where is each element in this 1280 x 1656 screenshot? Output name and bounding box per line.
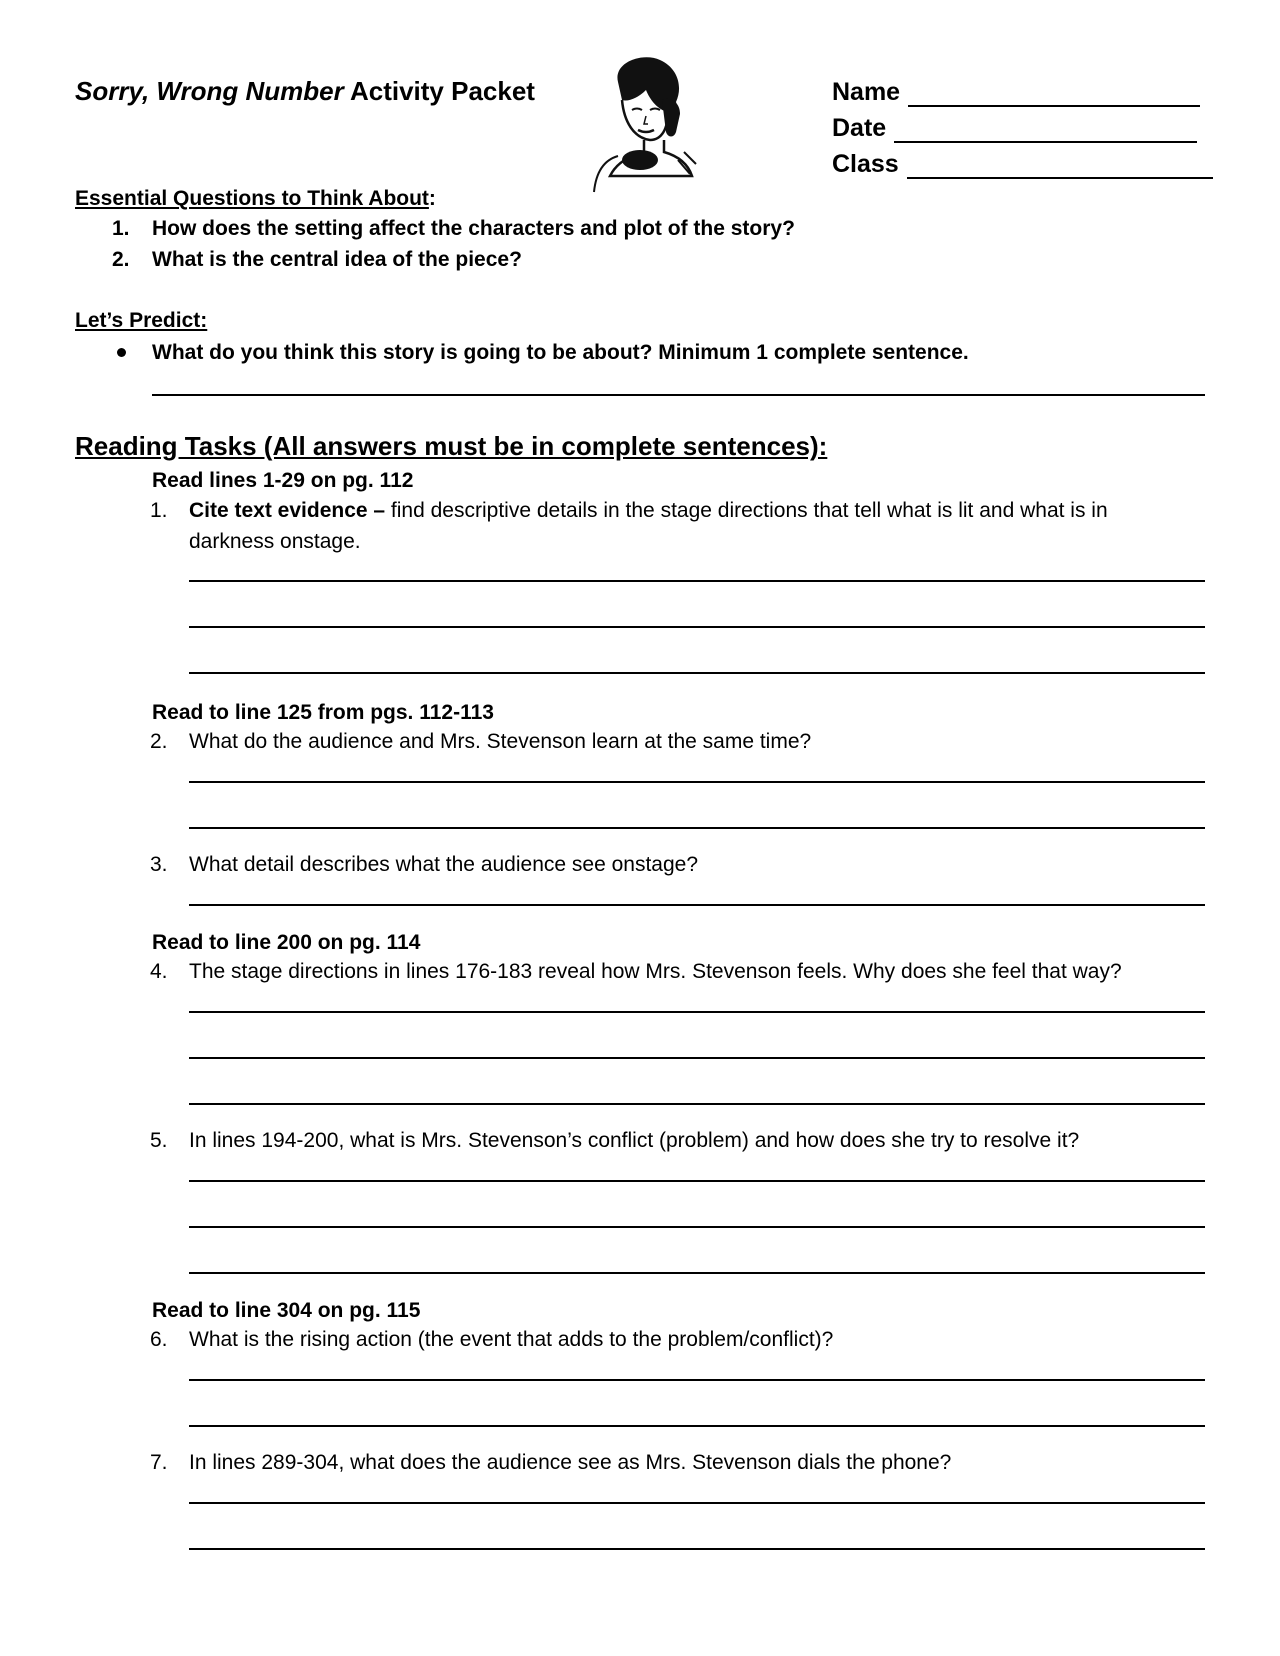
task-3-num: 3. — [150, 853, 168, 876]
task-6-text: What is the rising action (the event that adds to the problem/conflict)? — [189, 1328, 834, 1351]
essential-questions-heading — [75, 187, 436, 211]
essential-q1-num: 1. — [112, 217, 130, 240]
bullet-icon — [117, 348, 126, 357]
section-heading-3: Read to line 200 on pg. 114 — [152, 931, 421, 954]
predict-heading: Let’s Predict: — [75, 309, 208, 332]
name-field[interactable] — [832, 78, 1200, 107]
task-4-answer-line[interactable] — [189, 1103, 1205, 1105]
essential-q2-text: What is the central idea of the piece? — [152, 248, 522, 271]
name-input-line[interactable] — [908, 83, 1200, 107]
task-1-answer-line[interactable] — [189, 672, 1205, 674]
class-field[interactable] — [832, 150, 1213, 179]
task-1-answer-line[interactable] — [189, 580, 1205, 582]
task-3-text: What detail describes what the audience see onstage? — [189, 853, 698, 876]
essential-q2-num: 2. — [112, 248, 130, 271]
title-italic: Sorry, Wrong Number — [75, 76, 344, 106]
task-6-answer-line[interactable] — [189, 1379, 1205, 1381]
woman-on-telephone-illustration — [588, 52, 700, 194]
task-5-num: 5. — [150, 1129, 168, 1152]
task-1-rest: find descriptive details in the stage directions that tell what is lit and what is in — [385, 499, 1108, 522]
class-label: Class — [832, 150, 899, 178]
name-label: Name — [832, 78, 901, 106]
section-heading-1: Read lines 1-29 on pg. 112 — [152, 469, 414, 492]
date-label: Date — [832, 114, 887, 142]
title-rest: Activity Packet — [343, 76, 535, 106]
task-6-num: 6. — [150, 1328, 168, 1351]
task-1-bold: Cite text evidence – — [189, 499, 386, 522]
section-heading-2: Read to line 125 from pgs. 112-113 — [152, 701, 494, 724]
task-5-text: In lines 194-200, what is Mrs. Stevenson’s conflict (problem) and how does she try to resolve it? — [189, 1129, 1080, 1152]
task-1-num: 1. — [150, 499, 168, 522]
task-2-answer-line[interactable] — [189, 781, 1205, 783]
essential-q1-text: How does the setting affect the characters and plot of the story? — [152, 217, 795, 240]
task-7-text: In lines 289-304, what does the audience see as Mrs. Stevenson dials the phone? — [189, 1451, 952, 1474]
task-3-answer-line[interactable] — [189, 904, 1205, 906]
task-2-text: What do the audience and Mrs. Stevenson learn at the same time? — [189, 730, 812, 753]
task-4-text: The stage directions in lines 176-183 reveal how Mrs. Stevenson feels. Why does she feel that way? — [189, 960, 1122, 983]
task-4-answer-line[interactable] — [189, 1011, 1205, 1013]
predict-answer-line[interactable] — [152, 394, 1205, 396]
essential-heading-colon: : — [428, 187, 436, 210]
class-input-line[interactable] — [907, 155, 1213, 179]
task-1-text-cont: darkness onstage. — [189, 530, 361, 553]
task-7-answer-line[interactable] — [189, 1502, 1205, 1504]
task-5-answer-line[interactable] — [189, 1272, 1205, 1274]
task-1-text — [189, 499, 1108, 523]
task-4-num: 4. — [150, 960, 168, 983]
woman-phone-icon — [588, 52, 700, 194]
task-7-num: 7. — [150, 1451, 168, 1474]
task-7-answer-line[interactable] — [189, 1548, 1205, 1550]
task-4-answer-line[interactable] — [189, 1057, 1205, 1059]
predict-prompt: What do you think this story is going to be about? Minimum 1 complete sentence. — [152, 341, 969, 364]
date-field[interactable] — [832, 114, 1197, 143]
date-input-line[interactable] — [894, 119, 1197, 143]
page-title — [75, 76, 535, 107]
section-heading-4: Read to line 304 on pg. 115 — [152, 1299, 421, 1322]
task-1-answer-line[interactable] — [189, 626, 1205, 628]
task-2-answer-line[interactable] — [189, 827, 1205, 829]
task-5-answer-line[interactable] — [189, 1180, 1205, 1182]
task-6-answer-line[interactable] — [189, 1425, 1205, 1427]
reading-tasks-heading: Reading Tasks (All answers must be in complete sentences): — [75, 431, 828, 461]
task-5-answer-line[interactable] — [189, 1226, 1205, 1228]
task-2-num: 2. — [150, 730, 168, 753]
essential-heading-text: Essential Questions to Think About — [75, 187, 429, 210]
